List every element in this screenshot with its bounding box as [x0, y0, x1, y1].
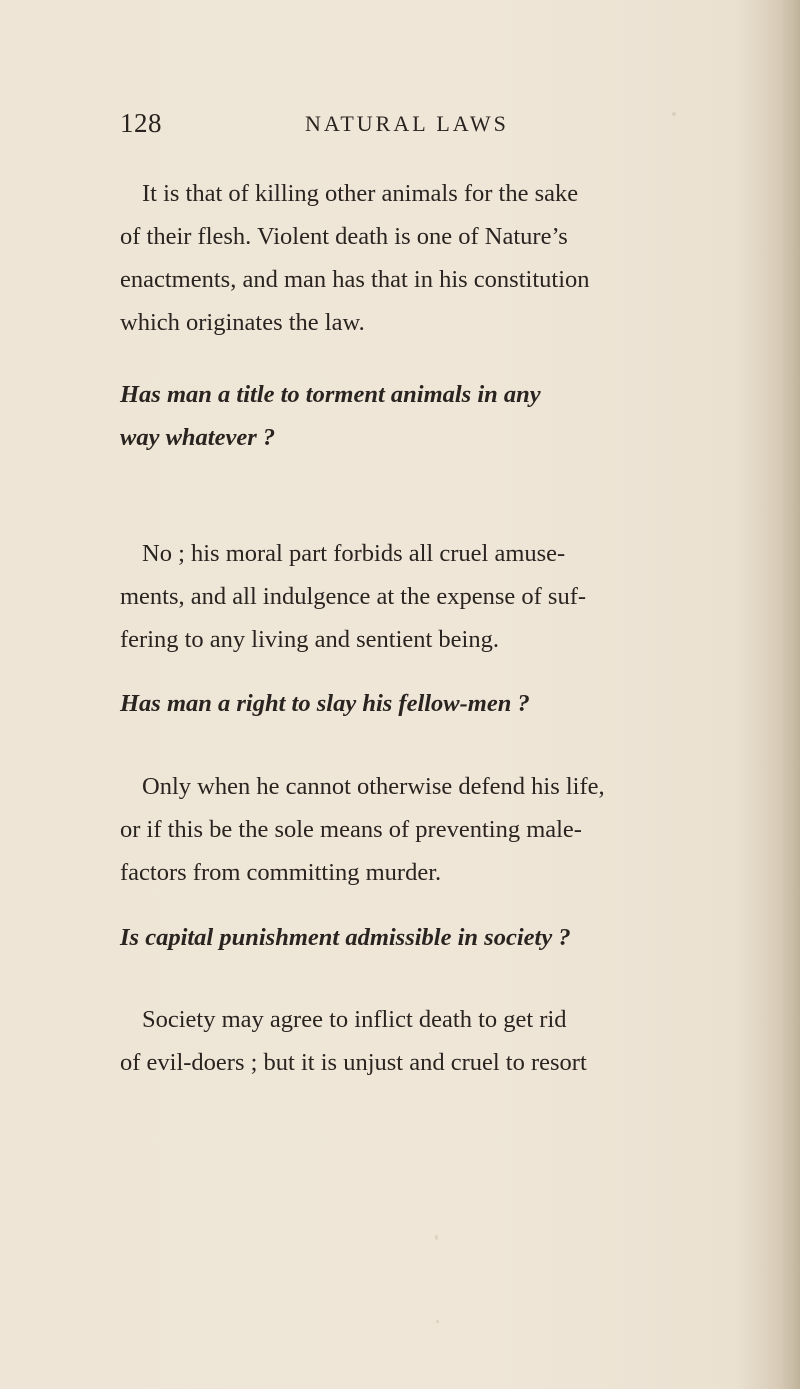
text-line: It is that of killing other animals for the sake — [142, 180, 579, 207]
text-line: which originates the law. — [120, 309, 365, 336]
paper-speck — [672, 112, 676, 116]
paper-speck — [435, 1235, 438, 1240]
question-3 — [120, 916, 740, 959]
question-1 — [120, 373, 740, 459]
text-line: Is capital punishment admissible in society ? — [120, 924, 571, 951]
page-edge-shadow — [782, 0, 800, 1389]
text-line: factors from committing murder. — [120, 859, 442, 886]
text-line: Only when he cannot otherwise defend his life, — [142, 773, 605, 800]
text-line: Society may agree to inflict death to get rid — [142, 1006, 567, 1033]
answer-1 — [120, 532, 740, 661]
text-line: No ; his moral part forbids all cruel amuse- — [142, 540, 566, 567]
text-line: of their flesh. Violent death is one of Nature’s — [120, 223, 568, 250]
page-number: 128 — [120, 108, 162, 138]
answer-3 — [120, 998, 740, 1084]
paragraph-1 — [120, 172, 740, 344]
answer-2 — [120, 765, 740, 894]
running-title: NATURAL LAWS — [305, 111, 509, 136]
text-line: Has man a title to torment animals in any — [120, 381, 541, 408]
text-line: way whatever ? — [120, 424, 276, 451]
paper-speck — [436, 1320, 439, 1323]
text-line: of evil-doers ; but it is unjust and cruel to resort — [120, 1049, 587, 1076]
text-line: ments, and all indulgence at the expense of suf- — [120, 583, 587, 610]
question-2 — [120, 682, 740, 725]
text-line: fering to any living and sentient being. — [120, 626, 499, 653]
text-line: Has man a right to slay his fellow-men ? — [120, 690, 530, 717]
running-header — [120, 108, 720, 148]
text-line: enactments, and man has that in his constitution — [120, 266, 590, 293]
text-line: or if this be the sole means of preventing male- — [120, 816, 582, 843]
